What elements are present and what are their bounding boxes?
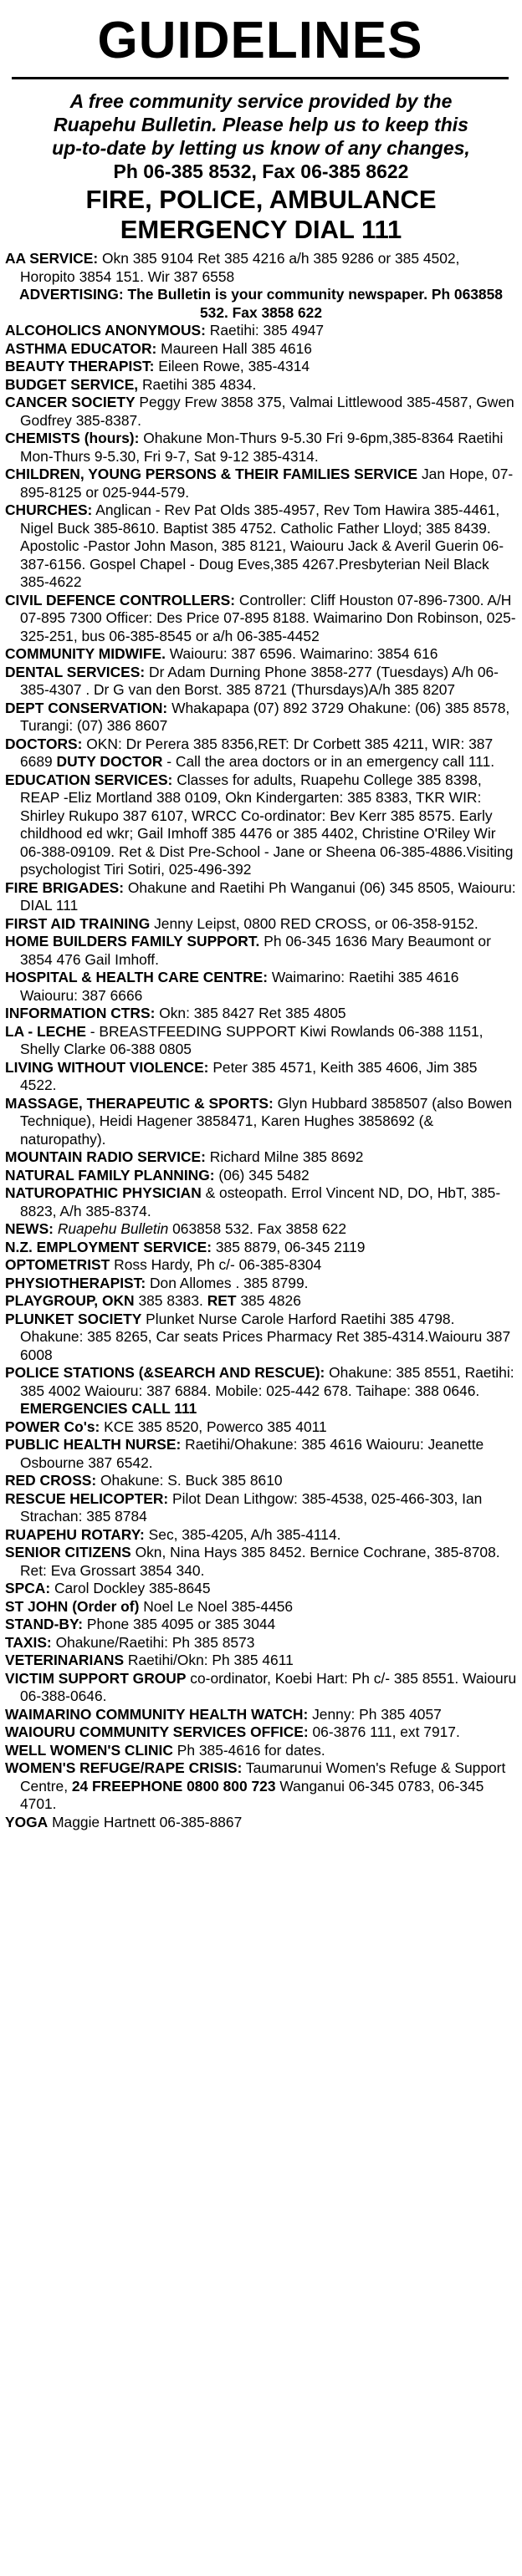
- entry-heading: WOMEN'S REFUGE/RAPE CRISIS:: [5, 1759, 243, 1776]
- entry-heading: BUDGET SERVICE,: [5, 375, 139, 393]
- directory-entry: [5, 1418, 517, 1437]
- entry-publication: Ruapehu Bulletin: [57, 1220, 169, 1237]
- directory-list: [5, 250, 517, 1831]
- entry-text: Ohakune: 385 8551, Raetihi: 385 4002 Waiouru: 387 6884. Mobile: 025-442 678. Taihape: 388 0646.: [20, 1364, 514, 1399]
- entry-heading: RESCUE HELICOPTER:: [5, 1489, 169, 1507]
- entry-text: OKN: Dr Perera 385 8356,RET: Dr Corbett 385 4211, WIR: 387 6689: [20, 735, 494, 770]
- entry-heading: COMMUNITY MIDWIFE.: [5, 645, 166, 662]
- entry-text: Phone 385 4095 or 385 3044: [86, 1616, 276, 1632]
- entry-text: Noel Le Noel 385-4456: [143, 1597, 294, 1615]
- directory-entry: [5, 1023, 517, 1059]
- entry-heading: MOUNTAIN RADIO SERVICE:: [5, 1148, 206, 1165]
- entry-heading: LA - LECHE: [5, 1022, 86, 1040]
- entry-text: Ohakune: S. Buck 385 8610: [100, 1472, 283, 1489]
- entry-text: Dr Adam Durning Phone 3858-277 (Tuesdays) A/h 06-385-4307 . Dr G van den Borst. 385 8721 (Thursdays)A/h 385 8207: [20, 663, 499, 698]
- entry-text: Ph 385-4616 for dates.: [177, 1741, 325, 1759]
- entry-text: Okn 385 9104 Ret 385 4216 a/h 385 9286 or 385 4502, Horopito 3854 151. Wir 387 6558: [20, 250, 460, 285]
- directory-entry: [5, 1723, 517, 1742]
- entry-emphasis: DUTY DOCTOR: [56, 753, 163, 770]
- entry-heading: PLAYGROUP, OKN: [5, 1292, 135, 1309]
- entry-heading: DOCTORS:: [5, 735, 83, 752]
- directory-entry: [5, 664, 517, 700]
- directory-entry: [5, 1311, 517, 1365]
- directory-entry: [5, 1472, 517, 1490]
- directory-entry: [5, 1742, 517, 1760]
- entry-text: Whakapapa (07) 892 3729 Ohakune: (06) 385 8578, Turangi: (07) 386 8607: [20, 699, 510, 734]
- entry-text: - Call the area doctors or in an emergency call 111.: [166, 753, 495, 770]
- entry-heading: DENTAL SERVICES:: [5, 663, 146, 680]
- entry-heading: HOSPITAL & HEALTH CARE CENTRE:: [5, 969, 268, 985]
- entry-heading: CHILDREN, YOUNG PERSONS & THEIR FAMILIES SERVICE: [5, 466, 418, 482]
- directory-entry: [5, 592, 517, 646]
- entry-heading: WELL WOMEN'S CLINIC: [5, 1741, 173, 1759]
- directory-entry: [5, 915, 517, 934]
- directory-entry: [5, 394, 517, 430]
- emergency-banner: [5, 185, 517, 245]
- entry-heading: PHYSIOTHERAPIST:: [5, 1274, 146, 1291]
- entry-text: Ph 06-345 1636 Mary Beaumont or 3854 476 Gail Imhoff.: [20, 933, 491, 968]
- entry-text: Taumarunui Women's Refuge & Support Centre,: [20, 1759, 506, 1795]
- entry-heading: PUBLIC HEALTH NURSE:: [5, 1436, 182, 1453]
- intro-line: A free community service provided by the: [69, 90, 453, 112]
- entry-text: 385 8879, 06-345 2119: [215, 1238, 366, 1255]
- directory-entry: [5, 736, 517, 771]
- entry-text: Pilot Dean Lithgow: 385-4538, 025-466-303, Ian Strachan: 385 8784: [20, 1489, 483, 1525]
- entry-text: Maggie Hartnett 06-385-8867: [52, 1813, 243, 1830]
- entry-heading: ALCOHOLICS ANONYMOUS:: [5, 322, 206, 339]
- entry-heading: N.Z. EMPLOYMENT SERVICE:: [5, 1238, 212, 1255]
- entry-text: KCE 385 8520, Powerco 385 4011: [104, 1418, 327, 1435]
- entry-text: Controller: Cliff Houston 07-896-7300. A/H 07-895 7300 Officer: Des Price 07-895 8188. Waimarino Don Robinson, 025-325-251, bus 06-385-8545 or a/h 06-385-4452: [20, 591, 516, 644]
- entry-heading: STAND-BY:: [5, 1616, 84, 1632]
- entry-text: Raetihi/Okn: Ph 385 4611: [127, 1652, 294, 1668]
- entry-text: Jenny Leipst, 0800 RED CROSS, or 06-358-9152.: [154, 914, 478, 932]
- directory-entry: [5, 1256, 517, 1275]
- entry-heading: NATUROPATHIC PHYSICIAN: [5, 1184, 202, 1201]
- directory-entry: [5, 1616, 517, 1634]
- emergency-line: FIRE, POLICE, AMBULANCE: [85, 185, 437, 214]
- entry-heading: CIVIL DEFENCE CONTROLLERS:: [5, 591, 236, 608]
- entry-text: Richard Milne 385 8692: [209, 1148, 364, 1165]
- entry-text: Sec, 385-4205, A/h 385-4114.: [148, 1525, 341, 1543]
- intro-line: up-to-date by letting us know of any changes,: [52, 137, 470, 159]
- directory-entry: [5, 700, 517, 736]
- entry-heading: INFORMATION CTRS:: [5, 1005, 156, 1021]
- entry-heading: LIVING WITHOUT VIOLENCE:: [5, 1058, 209, 1076]
- entry-text: Raetihi 385 4834.: [141, 375, 257, 393]
- entry-text: Okn: 385 8427 Ret 385 4805: [159, 1005, 346, 1021]
- entry-heading: AA SERVICE:: [5, 250, 99, 267]
- entry-heading: FIRE BRIGADES:: [5, 878, 125, 896]
- entry-text: Anglican - Rev Pat Olds 385-4957, Rev Tom Hawira 385-4461, Nigel Buck 385-8610. Baptist 385 4752. Catholic Father Lloyd; 385 8439. Apostolic -Pastor John Mason, 385 8121, Waiouru Jack & Averil Guerin 06-387-6156. Gospel Chapel - Doug Eves,385 4267.Presbyterian Neil Black 385-4622: [20, 501, 504, 590]
- intro-line: Ruapehu Bulletin. Please help us to keep this: [54, 114, 468, 135]
- entry-text: Glyn Hubbard 3858507 (also Bowen Technique), Heidi Hagener 3858471, Karen Hughes 3858692 (& naturopathy).: [20, 1094, 513, 1148]
- entry-heading: CANCER SOCIETY: [5, 394, 136, 410]
- entry-heading: NATURAL FAMILY PLANNING:: [5, 1166, 215, 1184]
- entry-heading: CHEMISTS (hours):: [5, 430, 140, 446]
- entry-heading: NEWS:: [5, 1220, 54, 1237]
- directory-entry: [5, 1184, 517, 1220]
- entry-text: Eileen Rowe, 385-4314: [158, 358, 310, 374]
- directory-entry: [5, 1148, 517, 1167]
- entry-heading: RUAPEHU ROTARY:: [5, 1525, 145, 1543]
- entry-text: Peggy Frew 3858 375, Valmai Littlewood 385-4587, Gwen Godfrey 385-8387.: [20, 394, 514, 429]
- directory-entry: [5, 1652, 517, 1670]
- directory-entry: [5, 1364, 517, 1418]
- entry-text: Raetihi: 385 4947: [209, 322, 325, 339]
- entry-text: Maureen Hall 385 4616: [161, 339, 312, 357]
- entry-heading: ASTHMA EDUCATOR:: [5, 339, 157, 357]
- entry-text: Ross Hardy, Ph c/- 06-385-8304: [114, 1256, 322, 1273]
- advertising-notice: ADVERTISING: The Bulletin is your community newspaper. Ph 063858 532. Fax 3858 622: [19, 286, 503, 321]
- entry-heading: FIRST AID TRAINING: [5, 914, 151, 932]
- entry-text: 06-3876 111, ext 7917.: [312, 1723, 460, 1740]
- directory-entry: [5, 1059, 517, 1095]
- directory-entry: [5, 322, 517, 340]
- page-title: GUIDELINES: [12, 5, 509, 79]
- entry-heading: PLUNKET SOCIETY: [5, 1310, 142, 1327]
- entry-text: & osteopath. Errol Vincent ND, DO, HbT, 385-8823, A/h 385-8374.: [20, 1184, 501, 1219]
- entry-emphasis: 24 FREEPHONE 0800 800 723: [71, 1777, 276, 1795]
- entry-heading: BEAUTY THERAPIST:: [5, 358, 155, 374]
- entry-text: Waiouru: 387 6596. Waimarino: 3854 616: [169, 645, 438, 662]
- entry-text: Ohakune and Raetihi Ph Wanganui (06) 345 8505, Waiouru: DIAL 111: [20, 878, 516, 914]
- directory-entry: [5, 933, 517, 969]
- entry-text: (06) 345 5482: [218, 1166, 310, 1184]
- directory-entry: [5, 1814, 517, 1832]
- entry-heading: ST JOHN (Order of): [5, 1597, 140, 1615]
- entry-heading: DEPT CONSERVATION:: [5, 699, 168, 716]
- entry-text: Classes for adults, Ruapehu College 385 8398, REAP -Eliz Mortland 388 0109, Okn Kindergarten: 385 8383, TKR WIR: Shirley Rukupo 387 6107, WRCC Co-ordinator: Bev Kerr 385 8575. Early childhood ed wkr; Gail Imhoff 385 4476 or 385 4402, Christine O'Riley Wir 06-388-09109. Ret & Dist Pre-School - Jane or Sheena 06-385-4886.Visiting psychologist Tiri Sotiri, 025-496-392: [20, 771, 514, 878]
- directory-entry: [5, 1239, 517, 1257]
- directory-entry: [5, 1275, 517, 1293]
- directory-entry: [5, 771, 517, 879]
- entry-text: Don Allomes . 385 8799.: [149, 1274, 309, 1291]
- emergency-line: EMERGENCY DIAL 111: [120, 215, 402, 244]
- directory-entry: [5, 358, 517, 376]
- directory-entry: [5, 1670, 517, 1706]
- directory-entry: [5, 340, 517, 359]
- directory-entry: [5, 1634, 517, 1652]
- entry-text: Ohakune Mon-Thurs 9-5.30 Fri 9-6pm,385-8364 Raetihi Mon-Thurs 9-5.30, Fri 9-7, Sat 9-12 385-4314.: [20, 430, 504, 465]
- entry-emphasis: EMERGENCIES CALL 111: [20, 1400, 197, 1417]
- entry-heading: POLICE STATIONS (&SEARCH AND RESCUE):: [5, 1364, 325, 1381]
- intro-contact: Ph 06-385 8532, Fax 06-385 8622: [113, 160, 409, 182]
- entry-text: Ohakune/Raetihi: Ph 385 8573: [55, 1633, 255, 1651]
- entry-text: Peter 385 4571, Keith 385 4606, Jim 385 4522.: [20, 1058, 478, 1093]
- directory-entry: [5, 1706, 517, 1724]
- entry-heading: WAIOURU COMMUNITY SERVICES OFFICE:: [5, 1723, 309, 1740]
- entry-text: - BREASTFEEDING SUPPORT Kiwi Rowlands 06-388 1151, Shelly Clarke 06-388 0805: [20, 1022, 484, 1057]
- directory-entry: [5, 430, 517, 466]
- entry-text: Okn, Nina Hays 385 8452. Bernice Cochrane, 385-8708. Ret: Eva Grossart 3854 340.: [20, 1544, 500, 1579]
- entry-heading: VICTIM SUPPORT GROUP: [5, 1669, 187, 1687]
- directory-entry: [5, 250, 517, 286]
- entry-heading: YOGA: [5, 1813, 49, 1830]
- directory-entry: [5, 1436, 517, 1472]
- directory-entry: [5, 1598, 517, 1616]
- entry-text: Carol Dockley 385-8645: [54, 1580, 211, 1596]
- entry-text: Plunket Nurse Carole Harford Raetihi 385 4798. Ohakune: 385 8265, Car seats Prices Pharmacy Ret 385-4314.Waiouru 387 6008: [20, 1310, 511, 1363]
- directory-entry: [5, 879, 517, 915]
- entry-heading: MASSAGE, THERAPEUTIC & SPORTS:: [5, 1094, 274, 1112]
- directory-entry: [5, 1580, 517, 1598]
- directory-entry: [5, 1490, 517, 1526]
- directory-entry: [5, 376, 517, 395]
- directory-entry: [5, 1167, 517, 1185]
- directory-entry: [5, 1220, 517, 1239]
- entry-text: co-ordinator, Koebi Hart: Ph c/- 385 8551. Waiouru 06-388-0646.: [20, 1669, 517, 1704]
- directory-entry: [5, 466, 517, 501]
- entry-text: Jenny: Ph 385 4057: [312, 1705, 442, 1723]
- directory-entry: [5, 645, 517, 664]
- entry-heading: SPCA:: [5, 1580, 51, 1596]
- entry-text: Jan Hope, 07-895-8125 or 025-944-579.: [20, 466, 514, 501]
- directory-entry: [5, 969, 517, 1005]
- entry-heading: WAIMARINO COMMUNITY HEALTH WATCH:: [5, 1705, 309, 1723]
- entry-text: Raetihi/Ohakune: 385 4616 Waiouru: Jeanette Osbourne 387 6542.: [20, 1436, 484, 1471]
- entry-heading: VETERINARIANS: [5, 1652, 125, 1668]
- entry-emphasis: RET: [207, 1292, 237, 1309]
- entry-text: 385 4826: [240, 1292, 301, 1309]
- directory-entry: [5, 1292, 517, 1311]
- entry-text: 385 8383.: [138, 1292, 203, 1309]
- intro-block: [5, 89, 517, 183]
- entry-heading: POWER Co's:: [5, 1418, 100, 1435]
- entry-heading: SENIOR CITIZENS: [5, 1544, 131, 1560]
- directory-entry: [5, 501, 517, 592]
- directory-entry: [5, 286, 517, 322]
- entry-heading: CHURCHES:: [5, 501, 93, 518]
- entry-heading: HOME BUILDERS FAMILY SUPPORT.: [5, 933, 260, 949]
- directory-entry: [5, 1759, 517, 1814]
- directory-entry: [5, 1544, 517, 1580]
- entry-heading: OPTOMETRIST: [5, 1256, 110, 1273]
- entry-heading: RED CROSS:: [5, 1472, 97, 1489]
- entry-text: Wanganui 06-345 0783, 06-345 4701.: [20, 1777, 484, 1812]
- directory-entry: [5, 1005, 517, 1023]
- entry-text: 063858 532. Fax 3858 622: [172, 1220, 347, 1237]
- entry-heading: EDUCATION SERVICES:: [5, 771, 173, 788]
- entry-text: Waimarino: Raetihi 385 4616 Waiouru: 387 6666: [20, 969, 459, 1004]
- directory-entry: [5, 1526, 517, 1545]
- entry-heading: TAXIS:: [5, 1633, 52, 1651]
- directory-entry: [5, 1095, 517, 1149]
